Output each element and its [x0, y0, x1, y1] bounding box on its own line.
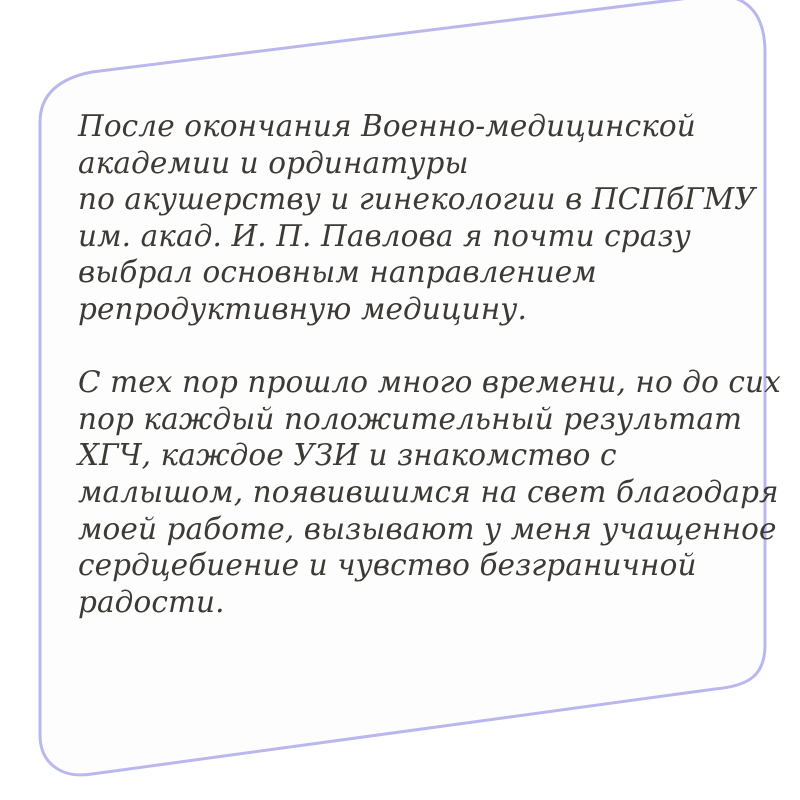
text-line: После окончания Военно-медицинской — [78, 109, 696, 143]
text-line: сердцебиение и чувство безграничной — [78, 548, 697, 583]
text-line: радости. — [78, 584, 225, 619]
text-line: ХГЧ, каждое УЗИ и знакомство с — [78, 438, 617, 473]
paragraph-1 — [78, 108, 758, 328]
text-line: им. акад. И. П. Павлова я почти сразу — [78, 218, 691, 253]
text-line: малышом, появившимся на свет благодаря — [78, 474, 779, 509]
text-line: репродуктивную медицину. — [78, 291, 527, 326]
text-line: академии и ординатуры — [78, 145, 469, 180]
quote-text — [78, 108, 781, 620]
paragraph-spacer — [78, 328, 758, 365]
text-line: моей работе, вызывают у меня учащенное — [78, 511, 777, 546]
text-line: по акушерству и гинекологии в ПСПбГМУ — [78, 182, 756, 217]
text-line: пор каждый положительный результат — [78, 401, 743, 436]
paragraph-2 — [78, 364, 781, 620]
text-line: С тех пор прошло много времени, но до сих — [78, 365, 781, 400]
text-line: выбрал основным направлением — [78, 255, 597, 290]
